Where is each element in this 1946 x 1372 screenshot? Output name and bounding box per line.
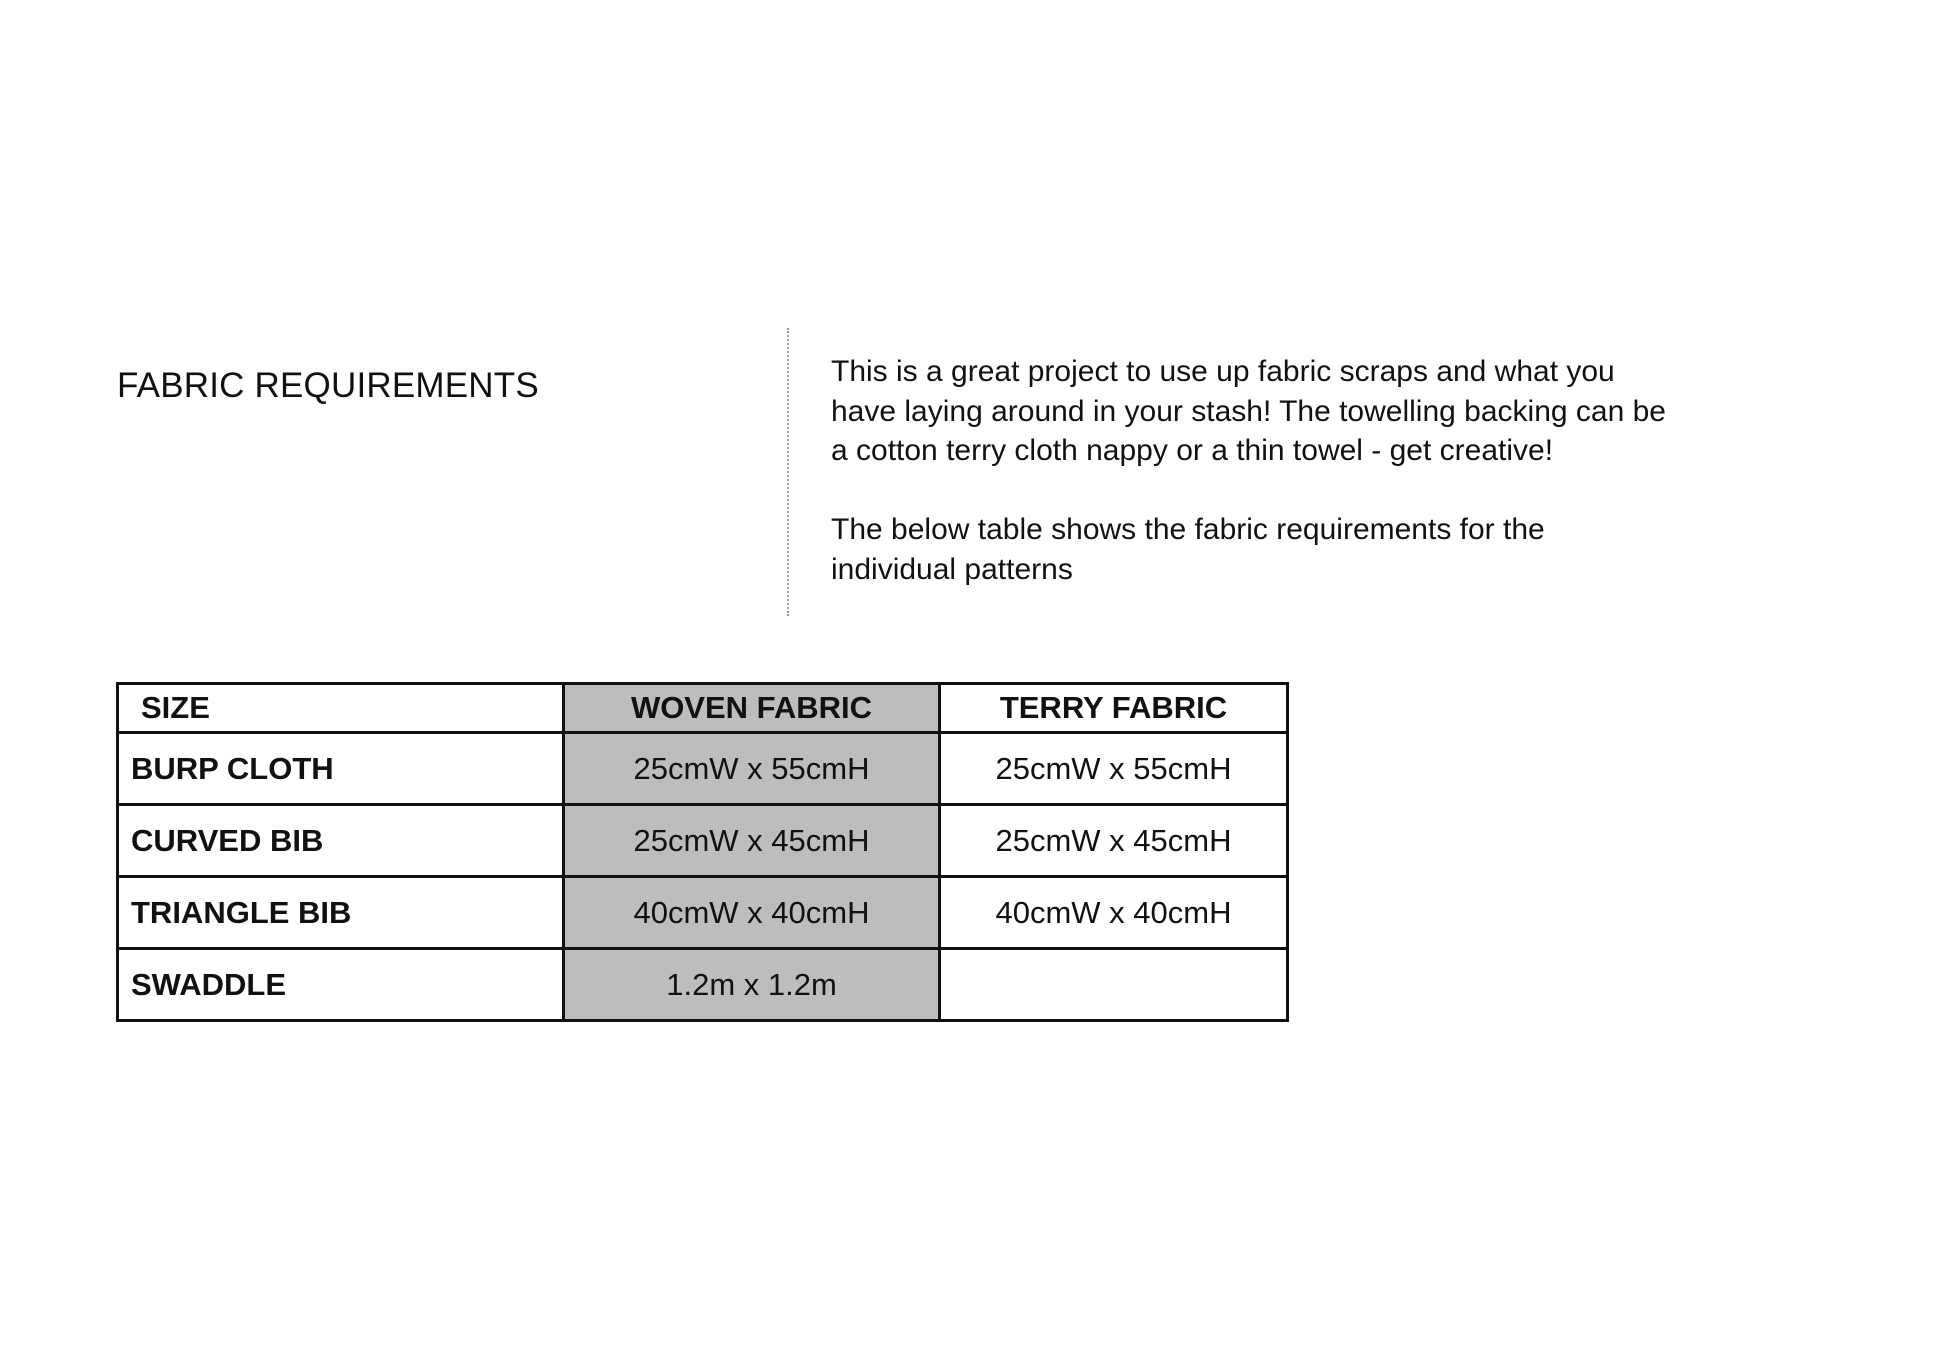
table-row [118, 733, 1288, 805]
table-row [118, 949, 1288, 1021]
woven-cell: 40cmW x 40cmH [564, 877, 940, 949]
table-row [118, 877, 1288, 949]
column-header-woven-fabric: WOVEN FABRIC [564, 684, 940, 733]
terry-cell [940, 949, 1288, 1021]
size-cell: BURP CLOTH [118, 733, 564, 805]
size-cell: CURVED BIB [118, 805, 564, 877]
table-row [118, 805, 1288, 877]
column-header-terry-fabric: TERRY FABRIC [940, 684, 1288, 733]
terry-cell: 25cmW x 55cmH [940, 733, 1288, 805]
intro-paragraph: The below table shows the fabric requirements for the individual patterns [831, 513, 1545, 586]
terry-cell: 25cmW x 45cmH [940, 805, 1288, 877]
woven-cell: 25cmW x 55cmH [564, 733, 940, 805]
woven-cell: 1.2m x 1.2m [564, 949, 940, 1021]
page-title: FABRIC REQUIREMENTS [117, 366, 539, 405]
woven-cell: 25cmW x 45cmH [564, 805, 940, 877]
size-cell: TRIANGLE BIB [118, 877, 564, 949]
size-cell: SWADDLE [118, 949, 564, 1021]
fabric-requirements-table [116, 682, 1289, 1022]
dotted-divider [787, 328, 789, 616]
terry-cell: 40cmW x 40cmH [940, 877, 1288, 949]
intro-paragraph: This is a great project to use up fabric scraps and what you have laying around in your stash! The towelling backing can be a cotton terry cloth nappy or a thin towel - get creative! [831, 355, 1666, 467]
table-header-row [118, 684, 1288, 733]
column-header-size: SIZE [118, 684, 564, 733]
intro-text [831, 352, 1811, 589]
